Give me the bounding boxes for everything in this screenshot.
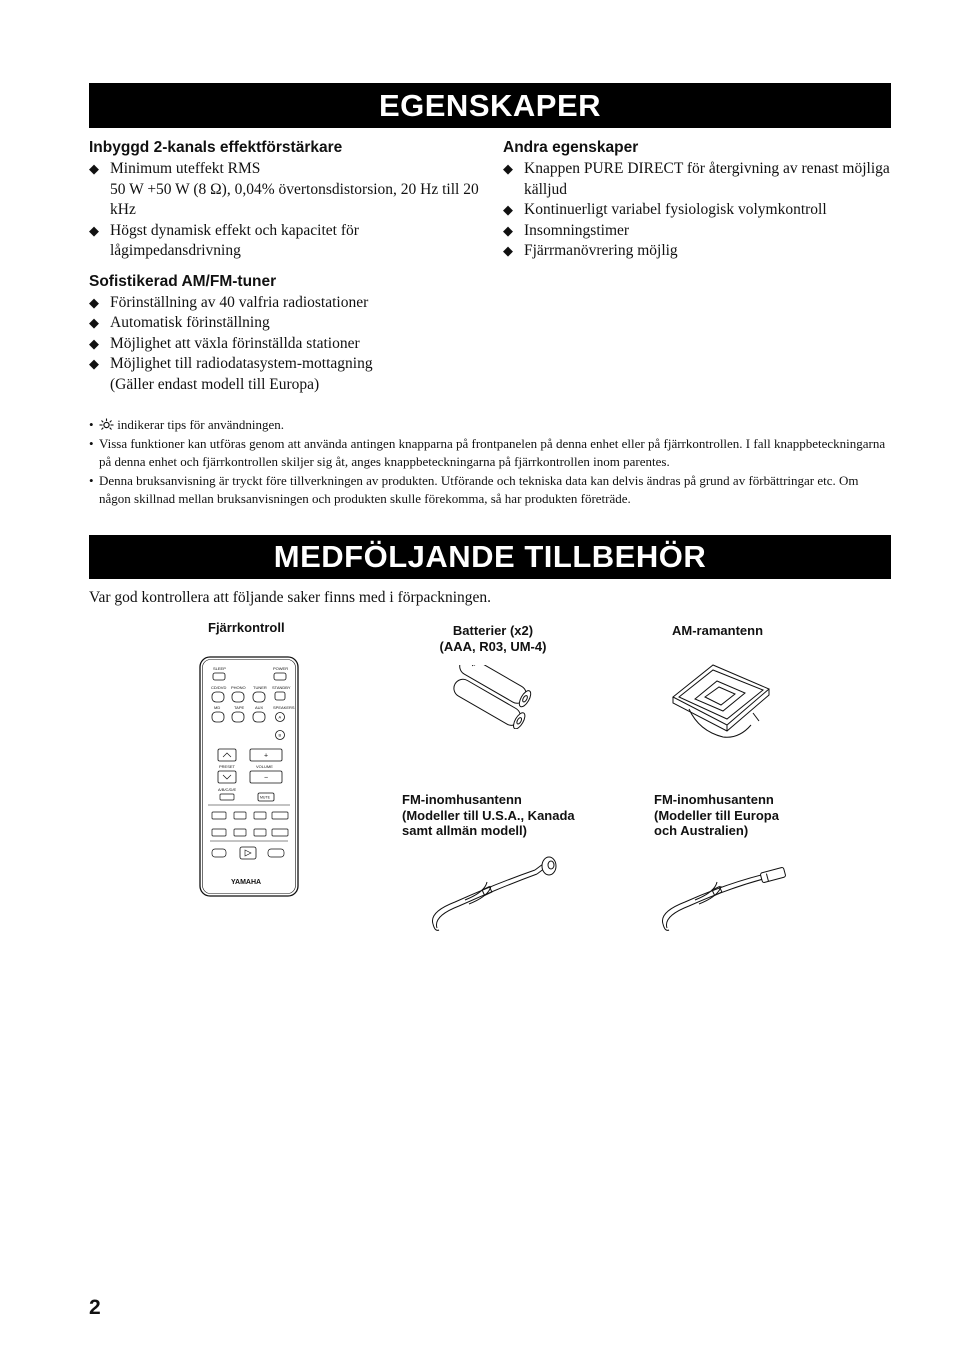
remote-label-volume: VOLUME (256, 764, 273, 769)
diamond-bullet-icon: ◆ (503, 243, 513, 258)
list-item: ◆ Knappen PURE DIRECT för återgivning av renast möjliga källjud (503, 160, 890, 198)
remote-brand-logo: YAMAHA (231, 879, 262, 886)
heading-amplifier: Inbyggd 2-kanals effektförstärkare (89, 139, 343, 156)
accessories-intro: Var god kontrollera att följande saker finns med i förpackningen. (89, 589, 492, 606)
label-batteries: Batterier (x2) (AAA, R03, UM-4) (439, 623, 547, 654)
diamond-bullet-icon: ◆ (89, 315, 99, 330)
note-bullet: • (89, 417, 94, 432)
label-fm-antenna-eu: FM-inomhusantenn (Modeller till Europa och Australien) (654, 792, 779, 838)
diamond-bullet-icon: ◆ (503, 202, 513, 217)
list-item: ◆ Fjärrmanövrering möjlig (503, 241, 893, 262)
diamond-bullet-icon: ◆ (89, 161, 99, 176)
remote-label-preset: PRESET (219, 764, 236, 769)
remote-label-phono: PHONO (231, 685, 246, 690)
notes-list (89, 416, 889, 509)
list-item: ◆ Minimum uteffekt RMS 50 W +50 W (8 Ω), 0,04% övertonsdistorsion, 20 Hz till 20 kHz (89, 160, 479, 218)
note-bullet: • (89, 472, 94, 488)
page-number: 2 (89, 1296, 101, 1319)
features-right-column (503, 138, 893, 262)
list-item: ◆ Insomningstimer (503, 221, 893, 242)
note-bullet: • (89, 435, 94, 451)
amplifier-feature-list (89, 159, 484, 262)
remote-label-cd: CD/DVD (211, 685, 227, 690)
note-tip: • indikerar tips för användningen. (89, 416, 889, 435)
diamond-bullet-icon: ◆ (89, 335, 99, 351)
remote-label-md: MD (214, 705, 221, 710)
note-disclaimer: • Denna bruksanvisning är tryckt före tillverkningen av produkten. Utförande och tekniska data kan delvis ändras på grund av förbättringar etc. Om någon skillnad mellan bruksanvisningen och produkten skulle förekomma, så har produkten företräde. (89, 472, 859, 506)
svg-text:A: A (278, 714, 282, 720)
diamond-bullet-icon: ◆ (89, 294, 99, 310)
label-fm-antenna-us: FM-inomhusantenn (Modeller till U.S.A., Kanada samt allmän modell) (402, 792, 575, 838)
batteries-illustration (440, 665, 552, 729)
list-item: ◆ Förinställning av 40 valfria radiostationer (89, 293, 484, 314)
list-item: ◆ Högst dynamisk effekt och kapacitet för lågimpedansdrivning (89, 221, 359, 259)
svg-text:+: + (264, 752, 269, 760)
diamond-bullet-icon: ◆ (503, 222, 513, 238)
label-remote: Fjärrkontroll (208, 620, 285, 635)
tuner-feature-list (89, 293, 484, 396)
tip-lightbulb-icon (99, 418, 114, 430)
section-title-egenskaper: EGENSKAPER (89, 83, 891, 128)
remote-label-sleep: SLEEP (213, 666, 226, 671)
remote-label-aux: AUX (255, 705, 264, 710)
svg-text:MUTE: MUTE (260, 795, 270, 800)
label-am-antenna: AM-ramantenn (672, 623, 764, 638)
heading-tuner: Sofistikerad AM/FM-tuner (89, 272, 277, 290)
section-title-accessories: MEDFÖLJANDE TILLBEHÖR (89, 535, 891, 579)
diamond-bullet-icon: ◆ (89, 356, 99, 371)
diamond-bullet-icon: ◆ (89, 222, 99, 238)
remote-control-illustration (198, 655, 300, 898)
fm-antenna-eu-illustration (655, 852, 790, 934)
heading-other-features: Andra egenskaper (503, 139, 639, 156)
features-left-column (89, 138, 484, 395)
list-item: ◆ Möjlighet till radiodatasystem-mottagning (Gäller endast modell till Europa) (89, 355, 373, 393)
remote-label-speakers: SPEAKERS (273, 705, 295, 710)
list-item: ◆ Automatisk förinställning (89, 313, 484, 334)
svg-text:−: − (264, 774, 269, 782)
svg-text:B: B (278, 732, 282, 738)
list-item: ◆ Kontinuerligt variabel fysiologisk volymkontroll (503, 200, 893, 221)
remote-label-tuner: TUNER (253, 685, 267, 690)
diamond-bullet-icon: ◆ (503, 161, 513, 176)
remote-label-tape: TAPE (234, 705, 245, 710)
remote-label-standby: STANDBY (272, 685, 291, 690)
list-item: ◆ Möjlighet att växla förinställda stationer (89, 334, 484, 355)
am-loop-antenna-illustration (665, 655, 777, 741)
remote-label-power: POWER (273, 666, 289, 671)
fm-antenna-us-illustration (425, 852, 560, 934)
remote-label-abcde: A/B/C/D/E (218, 787, 237, 792)
note-remote-labels: • Vissa funktioner kan utföras genom att använda antingen knapparna på frontpanelen på denna enhet eller på fjärrkontrollen. I fall knappbeteckningarna på denna enhet och fjärrkontrollen skiljer sig åt, anges knappbeteckningarna på fjärrkontrollen inom parentes. (89, 435, 886, 469)
other-feature-list (503, 159, 893, 262)
